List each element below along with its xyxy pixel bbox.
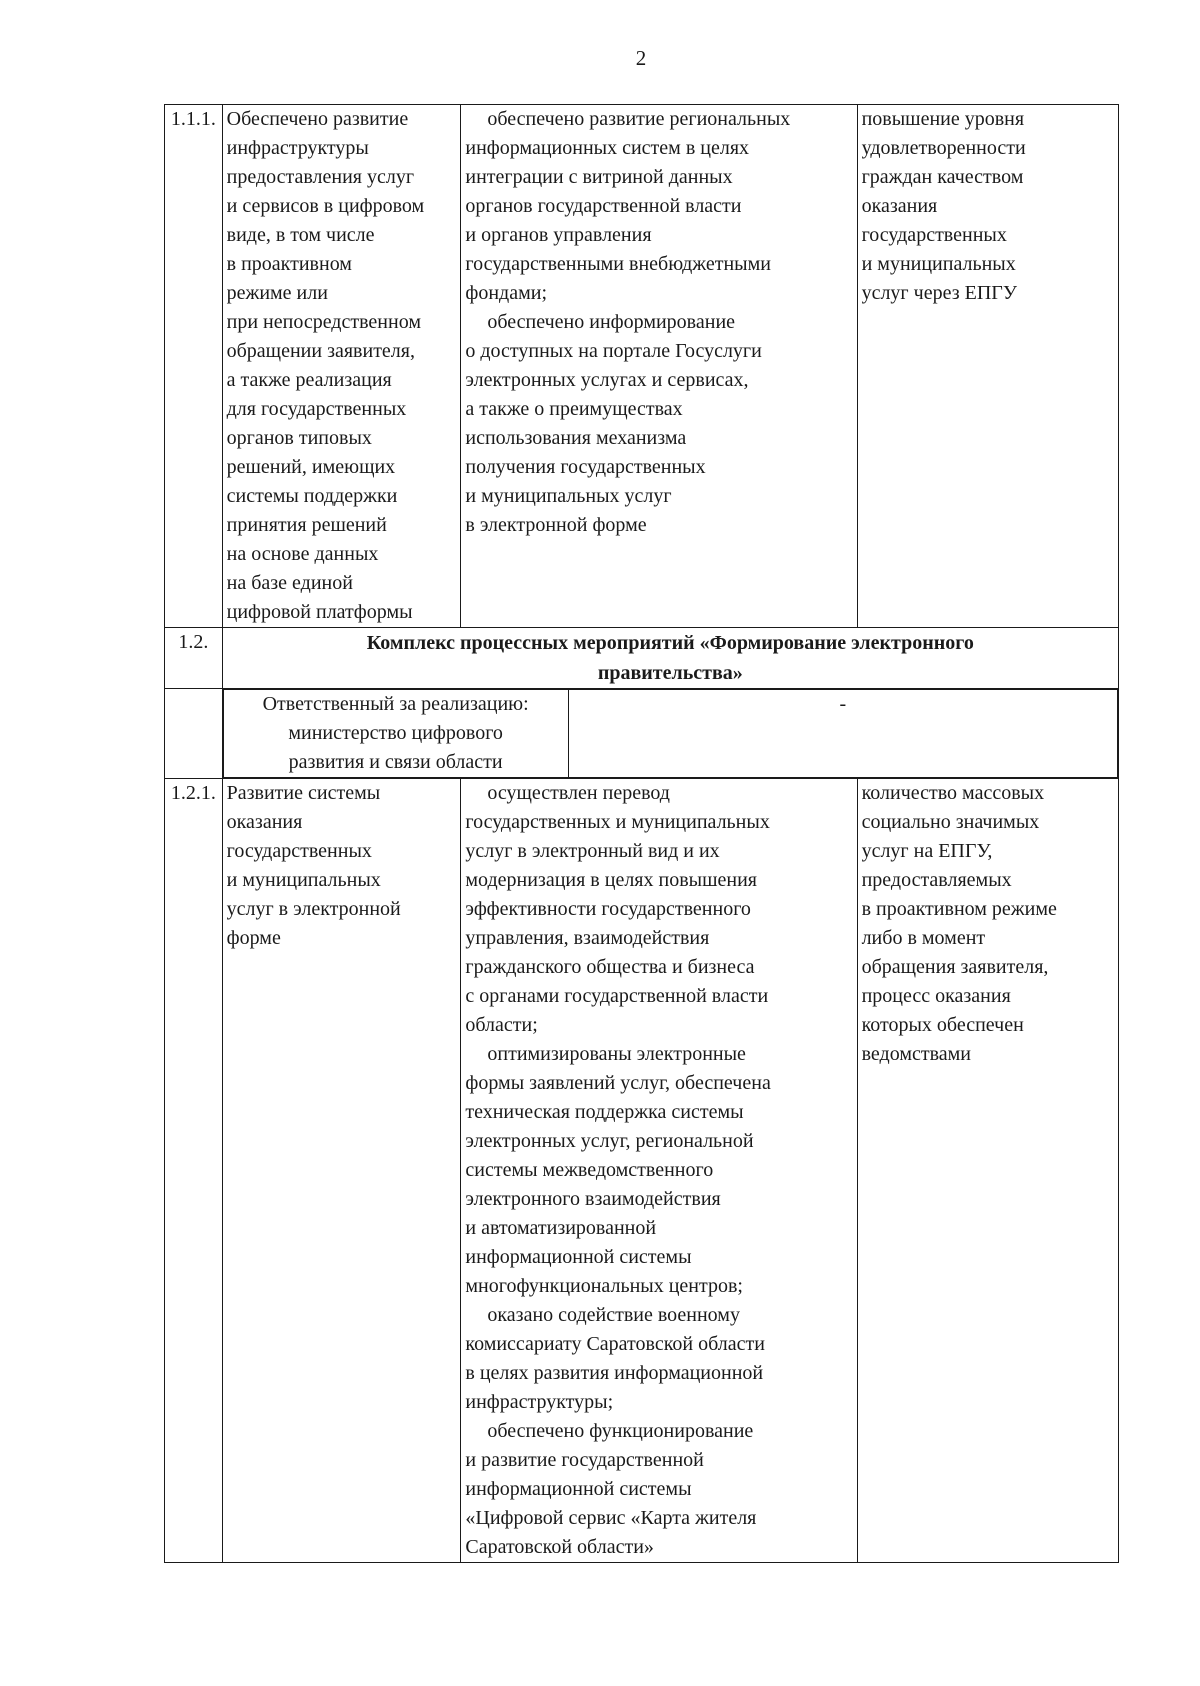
text-line: государственных и муниципальных — [465, 811, 770, 833]
text-line: в проактивном — [226, 253, 352, 275]
text-line: услуг на ЕПГУ, — [861, 840, 993, 862]
row-number: 1.1.1. — [165, 105, 223, 628]
text-line: Обеспечено развитие — [226, 108, 409, 130]
measure-description-cell — [461, 105, 857, 628]
text-line: обеспечено развитие региональных — [487, 108, 791, 130]
measure-name-cell — [222, 105, 461, 628]
text-line: решений, имеющих — [226, 456, 396, 478]
text-line: осуществлен перевод — [487, 782, 670, 804]
text-line: органов государственной власти — [465, 195, 742, 217]
empty-cell — [165, 689, 223, 779]
text-line: виде, в том числе — [226, 224, 375, 246]
text-line: и сервисов в цифровом — [226, 195, 425, 217]
responsible-inner — [223, 689, 1118, 778]
text-line: государственных — [226, 840, 372, 862]
measure-description-cell — [461, 779, 857, 1563]
text-line: обеспечено информирование — [487, 311, 736, 333]
text-line: системы межведомственного — [465, 1159, 714, 1181]
measures-table — [164, 104, 1119, 1563]
text-line: оказания — [226, 811, 303, 833]
text-line: модернизация в целях повышения — [465, 869, 757, 891]
text-line: электронных услуг, региональной — [465, 1130, 754, 1152]
text-line: в проактивном режиме — [861, 898, 1057, 920]
text-line: государственных — [861, 224, 1007, 246]
text-line: режиме или — [226, 282, 328, 304]
text-line: информационной системы — [465, 1478, 692, 1500]
text-line: министерство цифрового — [288, 722, 503, 744]
text-line: а также реализация — [226, 369, 392, 391]
text-line: получения государственных — [465, 456, 706, 478]
text-line: для государственных — [226, 398, 407, 420]
text-line: системы поддержки — [226, 485, 398, 507]
text-line: области; — [465, 1014, 538, 1036]
text-line: и автоматизированной — [465, 1217, 657, 1239]
text-line: многофункциональных центров; — [465, 1275, 743, 1297]
text-line: управления, взаимодействия — [465, 927, 710, 949]
table-row-1-2-1 — [165, 779, 1119, 1563]
text-line: ведомствами — [861, 1043, 972, 1065]
text-line: инфраструктуры — [226, 137, 369, 159]
text-line: либо в момент — [861, 927, 986, 949]
text-line: оказано содействие военному — [487, 1304, 740, 1326]
section-title-line: правительства» — [597, 662, 743, 684]
text-line: Развитие системы — [226, 782, 381, 804]
text-line: «Цифровой сервис «Карта жителя — [465, 1507, 757, 1529]
text-line: при непосредственном — [226, 311, 421, 333]
text-line: которых обеспечен — [861, 1014, 1024, 1036]
section-title-line: Комплекс процессных мероприятий «Формирование электронного — [366, 632, 974, 654]
measure-result-cell — [857, 105, 1118, 628]
text-line: обращения заявителя, — [861, 956, 1049, 978]
text-line: информационных систем в целях — [465, 137, 750, 159]
text-line: использования механизма — [465, 427, 687, 449]
text-line: и муниципальных — [861, 253, 1016, 275]
text-line: цифровой платформы — [226, 601, 413, 623]
text-line: электронного взаимодействия — [465, 1188, 721, 1210]
text-line: и муниципальных услуг — [465, 485, 672, 507]
table-row-responsible — [165, 689, 1119, 779]
text-line: услуг в электронный вид и их — [465, 840, 720, 862]
text-line: формы заявлений услуг, обеспечена — [465, 1072, 771, 1094]
text-line: принятия решений — [226, 514, 387, 536]
text-line: обеспечено функционирование — [487, 1420, 754, 1442]
text-line: органов типовых — [226, 427, 372, 449]
text-line: техническая поддержка системы — [465, 1101, 744, 1123]
text-line: инфраструктуры; — [465, 1391, 614, 1413]
text-line: гражданского общества и бизнеса — [465, 956, 755, 978]
measure-result-cell — [857, 779, 1118, 1563]
text-line: информационной системы — [465, 1246, 692, 1268]
text-line: количество массовых — [861, 782, 1045, 804]
text-line: электронных услугах и сервисах, — [465, 369, 749, 391]
text-line: социально значимых — [861, 811, 1040, 833]
text-line: предоставляемых — [861, 869, 1012, 891]
page-number: 2 — [635, 46, 647, 70]
text-line: в электронной форме — [465, 514, 647, 536]
row-number: 1.2. — [165, 628, 223, 689]
text-line: и развитие государственной — [465, 1449, 704, 1471]
text-line: удовлетворенности — [861, 137, 1026, 159]
table-row-1-1-1 — [165, 105, 1119, 628]
text-line: граждан качеством — [861, 166, 1024, 188]
measure-name-cell — [222, 779, 461, 1563]
text-line: о доступных на портале Госуслуги — [465, 340, 762, 362]
text-line: процесс оказания — [861, 985, 1011, 1007]
text-line: форме — [226, 927, 281, 949]
text-line: обращении заявителя, — [226, 340, 415, 362]
text-line: с органами государственной власти — [465, 985, 769, 1007]
responsible-value: - — [568, 690, 1117, 778]
text-line: на базе единой — [226, 572, 353, 594]
responsible-cell — [222, 689, 1118, 779]
section-title — [222, 628, 1118, 689]
text-line: на основе данных — [226, 543, 379, 565]
text-line: Саратовской области» — [465, 1536, 654, 1558]
text-line: в целях развития информационной — [465, 1362, 764, 1384]
table-row-1-2 — [165, 628, 1119, 689]
text-line: интеграции с витриной данных — [465, 166, 733, 188]
text-line: комиссариату Саратовской области — [465, 1333, 765, 1355]
responsible-label — [223, 690, 568, 778]
text-line: оптимизированы электронные — [487, 1043, 746, 1065]
text-line: предоставления услуг — [226, 166, 415, 188]
text-line: услуг в электронной — [226, 898, 401, 920]
row-number: 1.2.1. — [165, 779, 223, 1563]
text-line: государственными внебюджетными — [465, 253, 771, 275]
text-line: повышение уровня — [861, 108, 1025, 130]
text-line: и муниципальных — [226, 869, 381, 891]
text-line: Ответственный за реализацию: — [262, 693, 529, 715]
text-line: развития и связи области — [288, 751, 503, 773]
text-line: услуг через ЕПГУ — [861, 282, 1017, 304]
text-line: фондами; — [465, 282, 548, 304]
text-line: а также о преимуществах — [465, 398, 683, 420]
text-line: и органов управления — [465, 224, 652, 246]
text-line: эффективности государственного — [465, 898, 751, 920]
text-line: оказания — [861, 195, 938, 217]
